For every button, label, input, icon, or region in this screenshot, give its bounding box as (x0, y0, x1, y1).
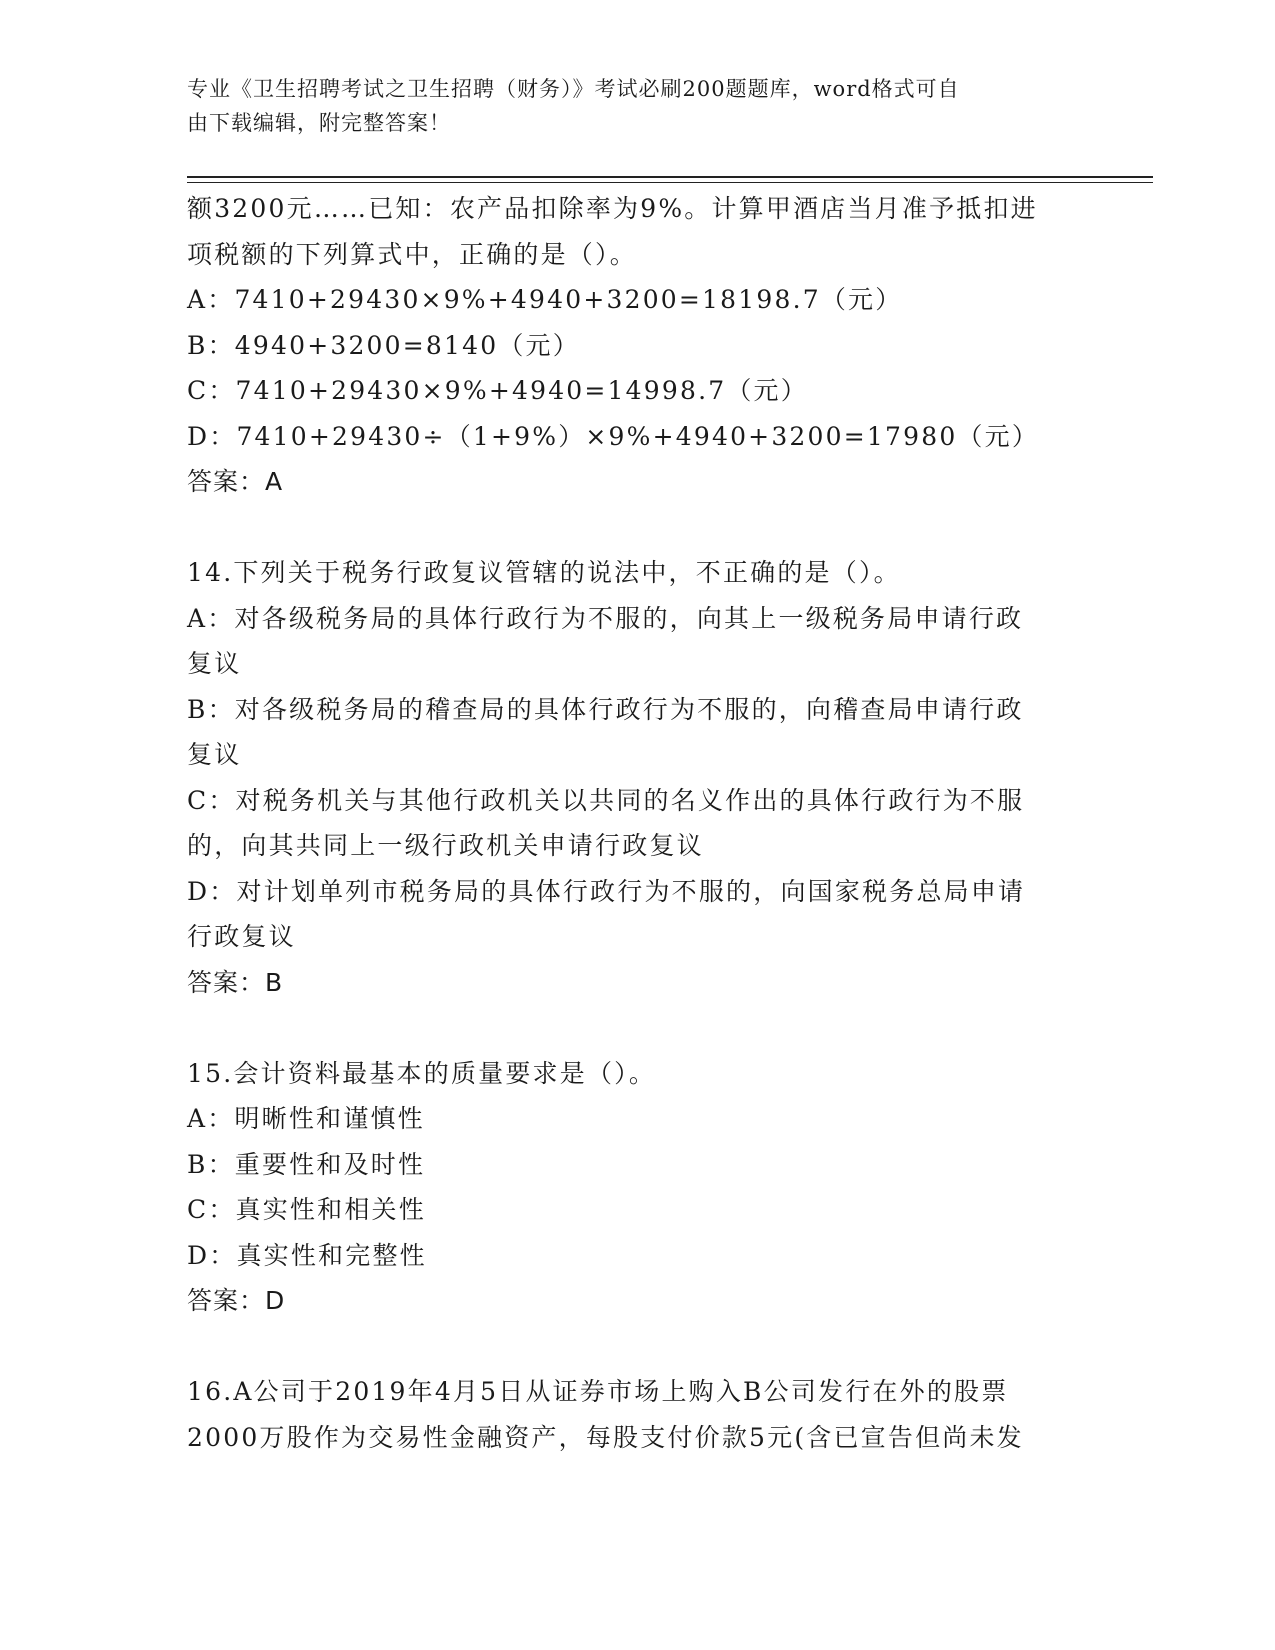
question-13 (187, 186, 1087, 505)
question-15 (187, 1051, 1087, 1324)
question-14-option-c-line-2: 的，向其共同上一级行政机关申请行政复议 (187, 831, 704, 860)
header-title-line-2: 由下载编辑，附完整答案！ (187, 111, 451, 135)
question-16 (187, 1369, 1087, 1460)
question-14-option-d-line-2: 行政复议 (187, 922, 296, 951)
question-13-option-c: C：7410+29430×9%+4940=14998.7（元） (187, 376, 808, 405)
question-15-option-b: B：重要性和及时性 (187, 1149, 426, 1179)
question-14-option-d-line-1: D：对计划单列市税务局的具体行政行为不服的，向国家税务总局申请 (187, 876, 1026, 906)
question-14-option-a-line-1: A：对各级税务局的具体行政行为不服的，向其上一级税务局申请行政 (187, 603, 1024, 633)
question-13-option-d: D：7410+29430÷（1+9%）×9%+4940+3200=17980（元） (187, 421, 1040, 451)
question-14 (187, 550, 1087, 1005)
question-14-answer: 答案：B (187, 967, 284, 997)
question-14-option-c-line-1: C：对税务机关与其他行政机关以共同的名义作出的具体行政行为不服 (187, 785, 1025, 815)
question-14-stem: 14.下列关于税务行政复议管辖的说法中，不正确的是（）。 (187, 558, 901, 587)
spacer (187, 505, 1087, 551)
question-15-answer: 答案：D (187, 1286, 286, 1315)
question-13-stem-line-2: 项税额的下列算式中，正确的是（）。 (187, 239, 637, 269)
question-15-option-d: D：真实性和完整性 (187, 1240, 427, 1270)
question-13-option-a: A：7410+29430×9%+4940+3200=18198.7（元） (187, 285, 903, 314)
question-16-stem-line-2: 2000万股作为交易性金融资产，每股支付价款5元(含已宣告但尚未发 (187, 1422, 1024, 1452)
question-13-option-b: B：4940+3200=8140（元） (187, 330, 580, 360)
spacer (187, 1324, 1087, 1370)
question-14-option-a-line-2: 复议 (187, 649, 242, 678)
spacer (187, 1005, 1087, 1051)
question-14-option-b-line-2: 复议 (187, 740, 242, 769)
question-15-option-c: C：真实性和相关性 (187, 1195, 426, 1224)
document-header (187, 72, 1067, 140)
question-15-stem: 15.会计资料最基本的质量要求是（）。 (187, 1058, 657, 1088)
question-list (187, 186, 1087, 1460)
question-16-stem-line-1: 16.A公司于2019年4月5日从证券市场上购入B公司发行在外的股票 (187, 1377, 1009, 1406)
question-13-stem-line-1: 额3200元……已知：农产品扣除率为9%。计算甲酒店当月准予抵扣进 (187, 194, 1038, 223)
question-14-option-b-line-1: B：对各级税务局的稽查局的具体行政行为不服的，向稽查局申请行政 (187, 694, 1024, 724)
question-13-answer: 答案：A (187, 467, 284, 496)
header-divider-thin (187, 182, 1153, 183)
header-title-line-1: 专业《卫生招聘考试之卫生招聘（财务）》考试必刷200题题库，word格式可自 (187, 77, 960, 101)
question-15-option-a: A：明晰性和谨慎性 (187, 1104, 425, 1133)
header-divider-thick (187, 176, 1153, 178)
